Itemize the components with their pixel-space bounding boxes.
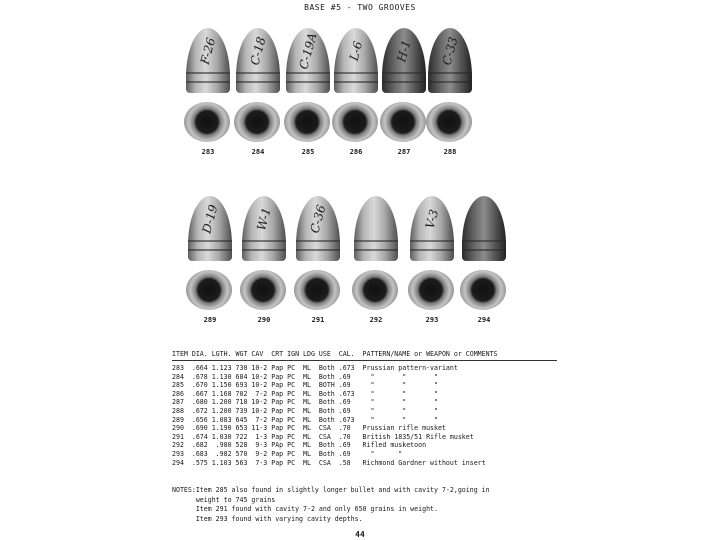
- specimen-number: 291: [311, 316, 325, 324]
- bullet-marking: [370, 191, 381, 234]
- specimen-number: 286: [349, 148, 363, 156]
- specimen-row-1: [0, 28, 720, 198]
- bullet-marking: [478, 191, 489, 234]
- bullet-base-view: [332, 102, 378, 142]
- table-row: 283 .664 1.123 730 10-2 Pap PC ML Both .673 Prussian pattern-variant: [172, 364, 458, 372]
- bullet-base-view: [240, 270, 286, 310]
- specimen-number: 290: [257, 316, 271, 324]
- specimen-number: 284: [251, 148, 265, 156]
- specimen-number: 293: [425, 316, 439, 324]
- table-row: 292 .682 .980 528 9-3 PAp PC ML Both .69 Rifled musketoon: [172, 441, 427, 450]
- bullet-marking: W-1: [254, 206, 274, 232]
- bullet-base-view: [352, 270, 398, 310]
- specimen-number: 287: [397, 148, 411, 156]
- specimen-number: 285: [301, 148, 315, 156]
- bullet-marking: H-1: [394, 38, 414, 64]
- bullet-base-view: [380, 102, 426, 142]
- table-row: 286 .667 1.168 702 7-2 Pap PC ML Both .673 " " ": [172, 389, 438, 398]
- bullet-base-view: [426, 102, 472, 142]
- data-table: [172, 364, 486, 467]
- bullet-side-view: [382, 28, 426, 93]
- specimen-number: 288: [443, 148, 457, 156]
- table-row: 294 .575 1.103 563 7-3 Pap PC ML CSA .58 Richmond Gardner without insert: [172, 458, 486, 467]
- table-row: 287 .680 1.200 718 10-2 Pap PC ML Both .69 " " ": [172, 398, 438, 407]
- bullet-base-view: [186, 270, 232, 310]
- bullet-side-view: [296, 196, 340, 261]
- bullet-side-view: [286, 28, 330, 93]
- table-row: 289 .656 1.083 645 7-2 Pap PC ML Both .673 " " ": [172, 415, 438, 424]
- specimen-number: 283: [201, 148, 215, 156]
- table-row: 284 .678 1.130 684 10-2 Pap PC ML Both .69 " " ": [172, 372, 438, 381]
- bullet-marking: F-26: [197, 36, 219, 66]
- page-title: BASE #5 - TWO GROOVES: [304, 3, 416, 12]
- bullet-side-view: [462, 196, 506, 261]
- page-number: 44: [355, 530, 365, 539]
- note-line: Item 291 found with cavity 7-2 and only 650 grains in weight.: [172, 505, 438, 514]
- bullet-base-view: [234, 102, 280, 142]
- specimen-number: 294: [477, 316, 491, 324]
- bullet-base-view: [460, 270, 506, 310]
- bullet-marking: C-33: [439, 35, 461, 67]
- note-line: NOTES:Item 285 also found in slightly longer bullet and with cavity 7-2,going in: [172, 486, 490, 494]
- bullet-marking: C-19A: [296, 31, 320, 71]
- bullet-side-view: [236, 28, 280, 93]
- bullet-marking: V-3: [422, 207, 442, 231]
- specimen-number: 289: [203, 316, 217, 324]
- bullet-side-view: [242, 196, 286, 261]
- bullet-side-view: [186, 28, 230, 93]
- table-row: 290 .690 1.190 653 11-3 Pap PC ML CSA .70 Prussian rifle musket: [172, 424, 446, 433]
- notes-section: [172, 486, 490, 524]
- bullet-marking: L-6: [346, 39, 366, 63]
- bullet-base-view: [294, 270, 340, 310]
- table-row: 291 .674 1.030 722 1-3 Pap PC ML CSA .70 British 1835/51 Rifle musket: [172, 432, 474, 441]
- note-line: weight to 745 grains: [172, 495, 276, 504]
- bullet-side-view: [410, 196, 454, 261]
- bullet-marking: D-19: [199, 203, 221, 235]
- bullet-side-view: [334, 28, 378, 93]
- specimen-number: 292: [369, 316, 383, 324]
- note-line: Item 293 found with varying cavity depths.: [172, 514, 363, 523]
- table-header: ITEM DIA. LGTH. WGT CAV CRT IGN LDG USE CAL. PATTERN/NAME or WEAPON or COMMENTS: [172, 350, 498, 358]
- table-divider: [172, 360, 557, 361]
- bullet-base-view: [184, 102, 230, 142]
- bullet-marking: C-18: [247, 35, 269, 67]
- bullet-base-view: [284, 102, 330, 142]
- bullet-side-view: [354, 196, 398, 261]
- bullet-side-view: [188, 196, 232, 261]
- table-row: 293 .683 .982 570 9-2 Pap PC ML Both .69 " ": [172, 449, 403, 458]
- bullet-marking: C-36: [307, 203, 329, 235]
- specimen-row-2: [0, 196, 720, 366]
- bullet-base-view: [408, 270, 454, 310]
- table-row: 288 .672 1.200 739 10-2 Pap PC ML Both .69 " " ": [172, 406, 438, 415]
- table-row: 285 .670 1.150 693 10-2 Pap PC ML BOTH .69 " " ": [172, 381, 438, 390]
- bullet-side-view: [428, 28, 472, 93]
